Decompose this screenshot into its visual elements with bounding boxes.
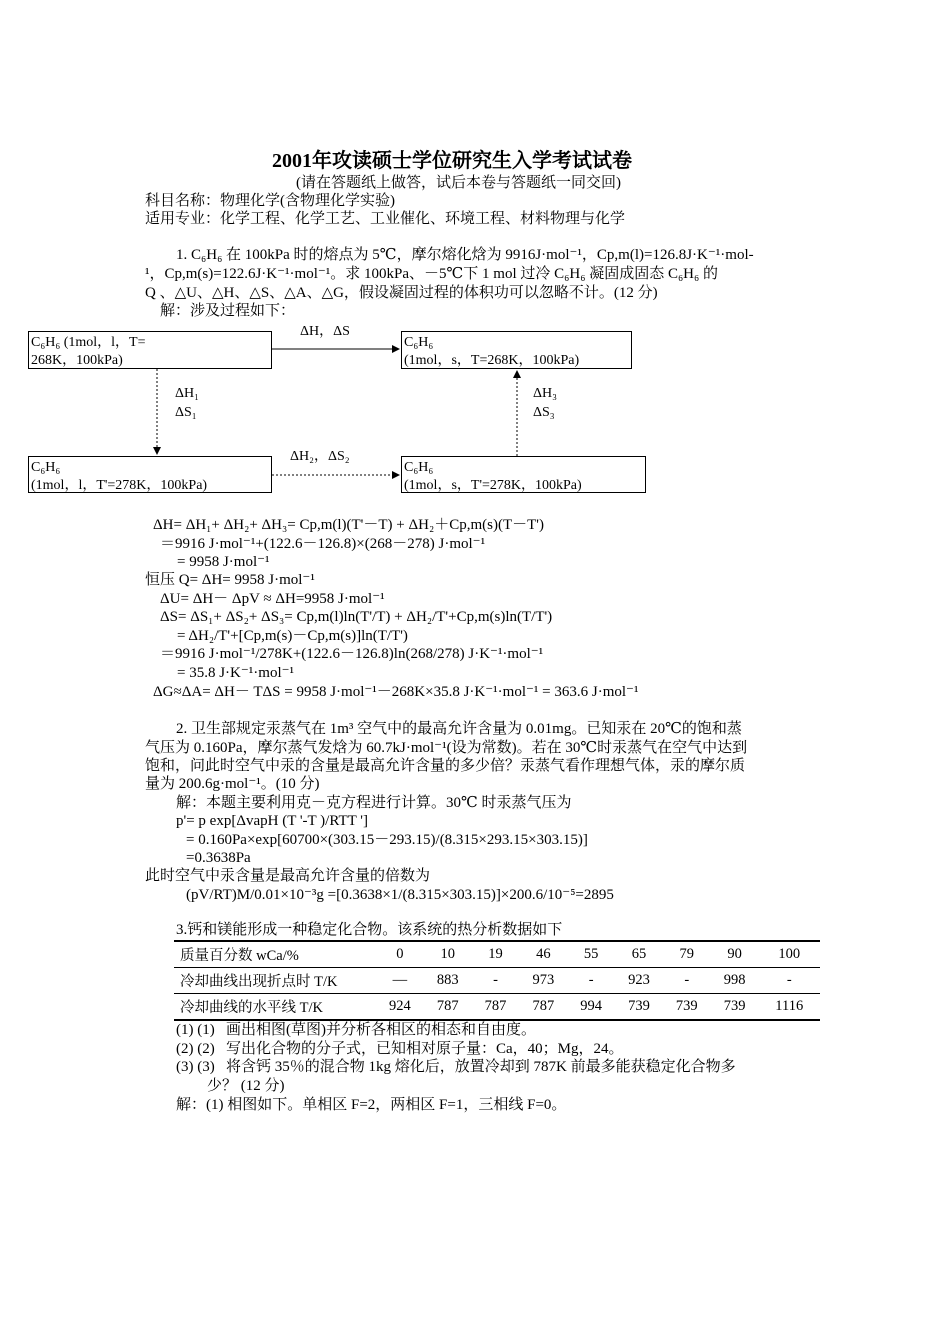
table-row	[174, 994, 820, 1021]
q3-item-3-num: (3) (3)	[176, 1059, 215, 1075]
table-cell: 739	[711, 994, 759, 1021]
q1-line-3: Q 、△U、△H、△S、△A、△G，假设凝固过程的体积功可以忽略不计。(12 分)	[145, 285, 658, 301]
q3-item-1	[176, 1021, 536, 1039]
table-cell: -	[472, 968, 520, 994]
q2-solution-5: 此时空气中汞含量是最高允许含量的倍数为	[145, 868, 431, 884]
q3-item-3	[176, 1058, 736, 1076]
row-header-horizontal: 冷却曲线的水平线 T/K	[174, 994, 376, 1021]
eq-ds-3: ＝9916 J·mol⁻¹/278K+(122.6－126.8)ln(268/278) J·K⁻¹·mol⁻¹	[160, 646, 544, 662]
right-label-ds3: ΔS₃	[533, 405, 555, 420]
table-cell: 924	[376, 994, 424, 1021]
table-row	[174, 968, 820, 994]
right-label-dh3: ΔH₃	[533, 386, 557, 401]
q1-line-1: 1. C₆H₆ 在 100kPa 时的熔点为 5℃，摩尔熔化焓为 9916J·mol⁻¹，Cp,m(l)=126.8J·K⁻¹·mol-	[176, 247, 754, 263]
q3-item-3-text: 将含钙 35％的混合物 1kg 熔化后，放置冷却到 787K 前最多能获稳定化合物多	[225, 1059, 736, 1075]
left-label-dh1: ΔH₁	[175, 386, 199, 401]
table-cell: 787	[472, 994, 520, 1021]
table-cell: 65	[615, 941, 663, 968]
eq-dg: ΔG≈ΔA= ΔH－ TΔS = 9958 J·mol⁻¹－268K×35.8 J·K⁻¹·mol⁻¹ = 363.6 J·mol⁻¹	[153, 684, 639, 700]
state-box-liquid-268: C₆H₆ (1mol，l，T= 268K，100kPa)	[28, 331, 272, 369]
table-cell: 79	[663, 941, 711, 968]
q3-item-3-cont: 少？ (12 分)	[207, 1078, 285, 1094]
q2-line-2: 气压为 0.160Pa，摩尔蒸气发焓为 60.7kJ·mol⁻¹(设为常数)。若在 30℃时汞蒸气在空气中达到	[145, 740, 748, 756]
table-cell: 0	[376, 941, 424, 968]
state-box-solid-268: C₆H₆ (1mol，s，T=268K，100kPa)	[401, 331, 632, 369]
eq-dh-3: = 9958 J·mol⁻¹	[177, 554, 270, 570]
thermal-analysis-table	[174, 940, 820, 1021]
table-cell: 55	[567, 941, 615, 968]
eq-ds-2: = ΔH₂/T'+[Cp,m(s)－Cp,m(s)]ln(T/T')	[177, 628, 408, 644]
table-cell: 787	[424, 994, 472, 1021]
q2-solution-4: =0.3638Pa	[186, 850, 251, 866]
table-cell: 10	[424, 941, 472, 968]
table-cell: 46	[519, 941, 567, 968]
q3-solution: 解：(1) 相图如下。单相区 F=2，两相区 F=1，三相线 F=0。	[176, 1097, 567, 1113]
q3-item-1-text: 画出相图(草图)并分析各相区的相态和自由度。	[225, 1022, 536, 1038]
q3-item-1-num: (1) (1)	[176, 1022, 215, 1038]
q2-solution-6: (pV/RT)M/0.01×10⁻³g =[0.3638×1/(8.315×303.15)]×200.6/10⁻⁵=2895	[186, 887, 614, 903]
table-cell: 923	[615, 968, 663, 994]
table-cell: -	[759, 968, 821, 994]
exam-note: (请在答题纸上做答，试后本卷与答题纸一同交回)	[296, 175, 621, 191]
table-cell: 100	[759, 941, 821, 968]
eq-dh-2: ＝9916 J·mol⁻¹+(122.6－126.8)×(268－278) J·mol⁻¹	[160, 536, 486, 552]
q2-line-1: 2. 卫生部规定汞蒸气在 1m³ 空气中的最高允许含量为 0.01mg。已知汞在 20℃的饱和蒸	[176, 721, 742, 737]
q3-item-2-text: 写出化合物的分子式，已知相对原子量：Ca，40；Mg，24。	[225, 1041, 624, 1057]
q1-line-2: ¹，Cp,m(s)=122.6J·K⁻¹·mol⁻¹。求 100kPa、－5℃下 1 mol 过冷 C₆H₆ 凝固成固态 C₆H₆ 的	[145, 266, 718, 282]
q2-line-3: 饱和，问此时空气中汞的含量是最高允许含量的多少倍？汞蒸气看作理想气体，汞的摩尔质	[145, 758, 746, 774]
eq-ds-4: = 35.8 J·K⁻¹·mol⁻¹	[177, 665, 295, 681]
table-cell: 998	[711, 968, 759, 994]
q2-solution-1: 解：本题主要利用克－克方程进行计算。30℃ 时汞蒸气压为	[176, 795, 572, 811]
q3-intro: 3.钙和镁能形成一种稳定化合物。该系统的热分析数据如下	[176, 922, 563, 938]
eq-dh-1: ΔH= ΔH₁+ ΔH₂+ ΔH₃= Cp,m(l)(T'－T) + ΔH₂＋Cp,m(s)(T－T')	[153, 517, 544, 533]
arrow-top-label: ΔH，ΔS	[300, 324, 350, 339]
left-label-ds1: ΔS₁	[175, 405, 197, 420]
table-cell: —	[376, 968, 424, 994]
eq-ds-1: ΔS= ΔS₁+ ΔS₂+ ΔS₃= Cp,m(l)ln(T'/T) + ΔH₂/T'+Cp,m(s)ln(T/T')	[160, 609, 553, 625]
majors-line: 适用专业：化学工程、化学工艺、工业催化、环境工程、材料物理与化学	[145, 211, 626, 227]
table-cell: 994	[567, 994, 615, 1021]
q1-solution-intro: 解：涉及过程如下：	[160, 303, 296, 319]
table-cell: -	[567, 968, 615, 994]
row-header-break-point: 冷却曲线出现折点时 T/K	[174, 968, 376, 994]
page-title: 2001年攻读硕士学位研究生入学考试试卷	[272, 150, 632, 172]
table-cell: 739	[615, 994, 663, 1021]
q2-solution-2: p'= p exp[ΔvapH (T '-T )/RTT ']	[176, 813, 368, 829]
eq-du: ΔU= ΔH－ ΔpV ≈ ΔH=9958 J·mol⁻¹	[160, 591, 385, 607]
table-row	[174, 941, 820, 968]
state-box-solid-278: C₆H₆ (1mol，s，T'=278K，100kPa)	[401, 456, 646, 493]
table-cell: 883	[424, 968, 472, 994]
q2-solution-3: = 0.160Pa×exp[60700×(303.15－293.15)/(8.315×293.15×303.15)]	[186, 832, 588, 848]
row-header-mass-fraction: 质量百分数 wCa/%	[174, 941, 376, 968]
table-cell: -	[663, 968, 711, 994]
eq-q: 恒压 Q= ΔH= 9958 J·mol⁻¹	[145, 572, 315, 588]
table-cell: 90	[711, 941, 759, 968]
subject-line: 科目名称：物理化学(含物理化学实验)	[145, 193, 395, 209]
arrow-bottom-label: ΔH₂，ΔS₂	[290, 449, 350, 464]
table-cell: 1116	[759, 994, 821, 1021]
q2-line-4: 量为 200.6g·mol⁻¹。(10 分)	[145, 776, 320, 792]
q3-item-2-num: (2) (2)	[176, 1041, 215, 1057]
table-cell: 19	[472, 941, 520, 968]
table-cell: 973	[519, 968, 567, 994]
table-cell: 787	[519, 994, 567, 1021]
table-cell: 739	[663, 994, 711, 1021]
q3-item-2	[176, 1040, 624, 1058]
state-box-liquid-278: C₆H₆ (1mol，l，T'=278K，100kPa)	[28, 456, 272, 493]
